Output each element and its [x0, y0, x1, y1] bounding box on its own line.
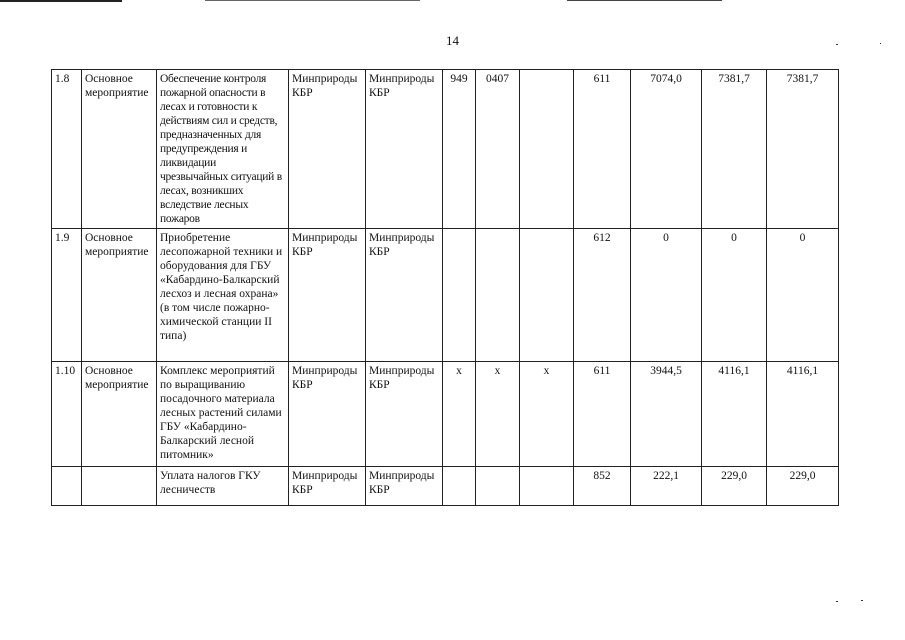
- activity-name: Приобретение лесопожарной техники и оборудования для ГБУ «Кабардино-Балкарский лесхоз и лесная охрана» (в том числе пожарно-химической станции II типа): [157, 229, 289, 362]
- code-rzpr: х: [476, 362, 520, 467]
- activity-type: [82, 467, 157, 506]
- code-csr: х: [520, 362, 574, 467]
- row-number: 1.10: [52, 362, 82, 467]
- code-rzpr: [476, 229, 520, 362]
- value-year-3: 0: [767, 229, 839, 362]
- value-year-1: 3944,5: [631, 362, 702, 467]
- activity-name: Комплекс мероприятий по выращиванию посадочного материала лесных растений силами ГБУ «Кабардино-Балкарский лесной питомник»: [157, 362, 289, 467]
- table-row: [52, 467, 839, 506]
- budget-holder: Минприроды КБР: [366, 70, 443, 229]
- scan-edge-line-mid: [205, 0, 420, 1]
- budget-holder: Минприроды КБР: [366, 362, 443, 467]
- table-row: [52, 362, 839, 467]
- code-rzpr: 0407: [476, 70, 520, 229]
- code-vr: 611: [574, 362, 631, 467]
- code-grbs: 949: [443, 70, 476, 229]
- table-row: [52, 229, 839, 362]
- activity-name: Обеспечение контроля пожарной опасности в лесах и готовности к действиям сил и средств, предназначенных для предупреждения и ликвидации чрезвычайных ситуаций в лесах, возникших вследствие лесных пожаров: [157, 70, 289, 229]
- value-year-3: 7381,7: [767, 70, 839, 229]
- scan-speck: [861, 600, 863, 601]
- value-year-1: 7074,0: [631, 70, 702, 229]
- value-year-1: 222,1: [631, 467, 702, 506]
- scan-speck: [880, 43, 881, 44]
- table-row: [52, 70, 839, 229]
- value-year-3: 4116,1: [767, 362, 839, 467]
- value-year-2: 4116,1: [702, 362, 767, 467]
- row-number: 1.8: [52, 70, 82, 229]
- executor: Минприроды КБР: [289, 70, 366, 229]
- code-vr: 852: [574, 467, 631, 506]
- row-number: [52, 467, 82, 506]
- executor: Минприроды КБР: [289, 229, 366, 362]
- scan-edge-line-right: [567, 0, 722, 1]
- value-year-2: 7381,7: [702, 70, 767, 229]
- code-csr: [520, 229, 574, 362]
- activity-type: Основное мероприятие: [82, 229, 157, 362]
- value-year-1: 0: [631, 229, 702, 362]
- activity-name: Уплата налогов ГКУ лесничеств: [157, 467, 289, 506]
- activity-type: Основное мероприятие: [82, 362, 157, 467]
- page-number: 14: [446, 33, 459, 48]
- scan-speck: [836, 44, 838, 45]
- value-year-3: 229,0: [767, 467, 839, 506]
- activity-type: Основное мероприятие: [82, 70, 157, 229]
- code-grbs: [443, 467, 476, 506]
- code-rzpr: [476, 467, 520, 506]
- code-csr: [520, 467, 574, 506]
- value-year-2: 229,0: [702, 467, 767, 506]
- scan-edge-line-left: [0, 0, 122, 2]
- executor: Минприроды КБР: [289, 362, 366, 467]
- budget-holder: Минприроды КБР: [366, 467, 443, 506]
- code-csr: [520, 70, 574, 229]
- code-grbs: [443, 229, 476, 362]
- program-activities-table: [51, 69, 839, 506]
- code-vr: 611: [574, 70, 631, 229]
- code-vr: 612: [574, 229, 631, 362]
- budget-holder: Минприроды КБР: [366, 229, 443, 362]
- executor: Минприроды КБР: [289, 467, 366, 506]
- scan-speck: [836, 601, 838, 602]
- row-number: 1.9: [52, 229, 82, 362]
- value-year-2: 0: [702, 229, 767, 362]
- code-grbs: х: [443, 362, 476, 467]
